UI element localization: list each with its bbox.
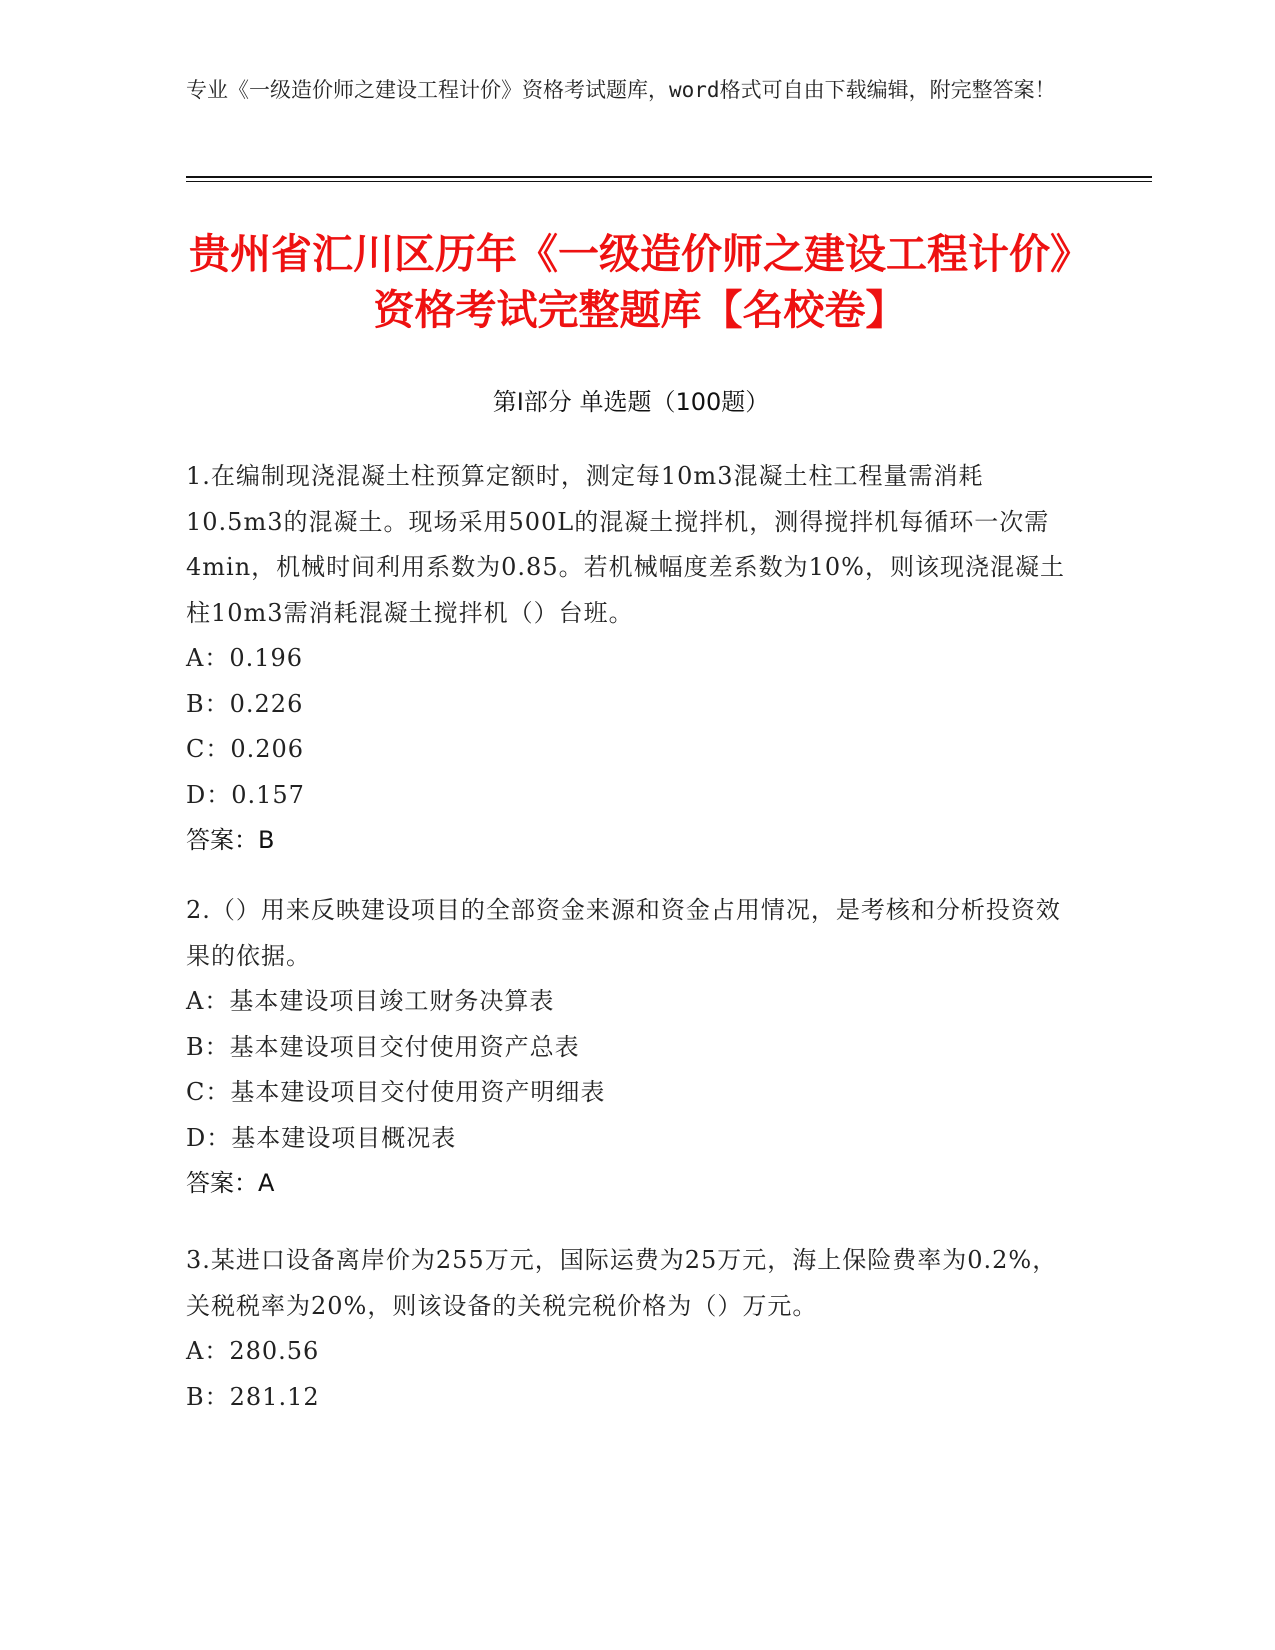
option-c: C：基本建设项目交付使用资产明细表 xyxy=(186,1078,606,1106)
option-b: B：0.226 xyxy=(186,689,304,718)
question-1 xyxy=(186,454,1066,864)
answer: 答案：A xyxy=(186,1169,275,1197)
option-d: D：基本建设项目概况表 xyxy=(186,1123,457,1152)
header-divider-thin xyxy=(186,181,1152,182)
option-d: D：0.157 xyxy=(186,780,305,809)
document-title: 贵州省汇川区历年《一级造价师之建设工程计价》资格考试完整题库【名校卷】 xyxy=(189,230,1091,334)
header-note: 专业《一级造价师之建设工程计价》资格考试题库，word格式可自由下载编辑，附完整答案！ xyxy=(186,78,1056,102)
option-a: A：0.196 xyxy=(186,644,304,672)
question-2 xyxy=(186,888,1066,1207)
question-3 xyxy=(186,1238,1066,1420)
question-stem: 1.在编制现浇混凝土柱预算定额时，测定每10m3混凝土柱工程量需消耗10.5m3的混凝土。现场采用500L的混凝土搅拌机，测得搅拌机每循环一次需4min，机械时间利用系数为0.85。若机械幅度差系数为10%，则该现浇混凝土柱10m3需消耗混凝土搅拌机（）台班。 xyxy=(186,462,1065,627)
question-stem: 2.（）用来反映建设项目的全部资金来源和资金占用情况，是考核和分析投资效果的依据。 xyxy=(186,896,1061,970)
option-b: B：基本建设项目交付使用资产总表 xyxy=(186,1032,580,1061)
option-a: A：基本建设项目竣工财务决算表 xyxy=(186,987,555,1015)
option-c: C：0.206 xyxy=(186,735,305,763)
question-stem: 3.某进口设备离岸价为255万元，国际运费为25万元，海上保险费率为0.2%，关税税率为20%，则该设备的关税完税价格为（）万元。 xyxy=(186,1246,1058,1320)
option-b: B：281.12 xyxy=(186,1382,320,1411)
option-a: A：280.56 xyxy=(186,1337,320,1365)
section-title: 第Ⅰ部分 单选题（100题） xyxy=(492,388,770,416)
header-divider-thick xyxy=(186,176,1152,178)
answer: 答案：B xyxy=(186,826,275,854)
